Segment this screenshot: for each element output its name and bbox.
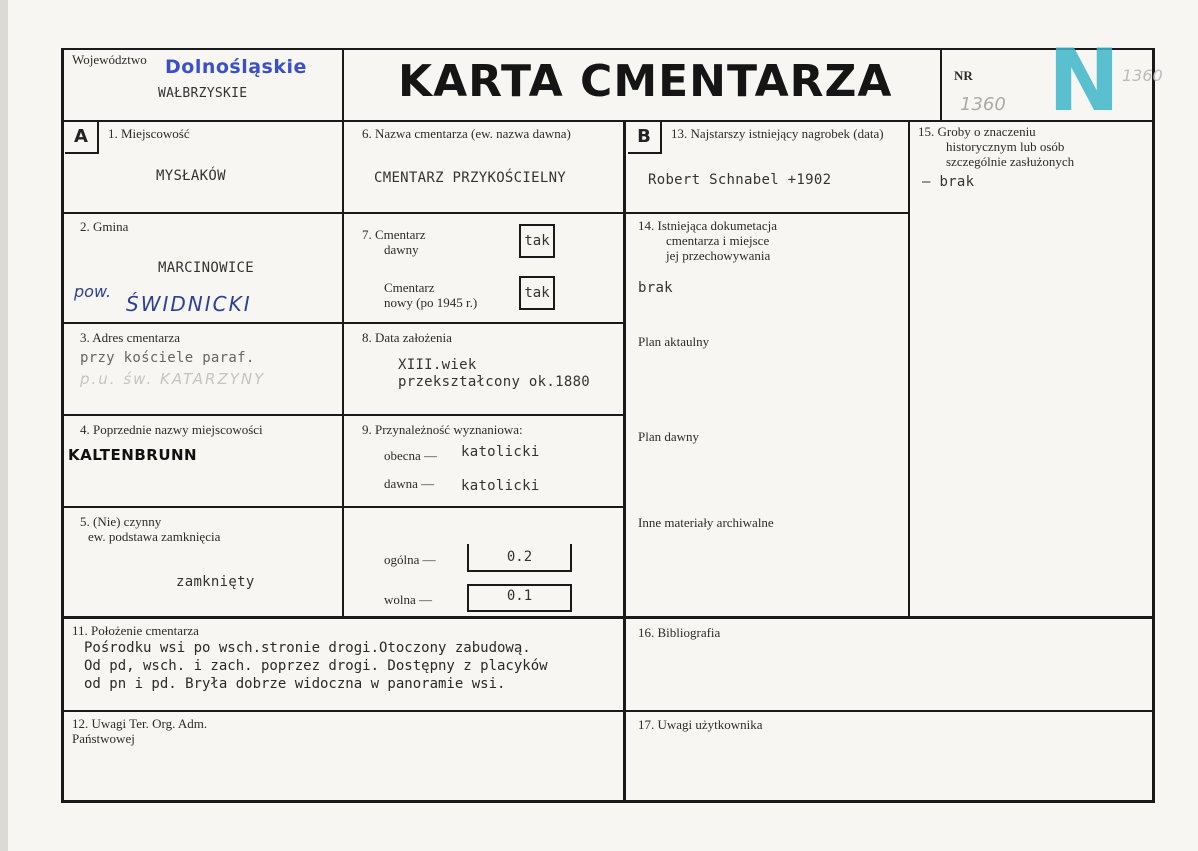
- f2-label: 2. Gmina: [80, 219, 129, 234]
- f10-wolna-value: 0.1: [506, 588, 533, 604]
- header-sep-1: [342, 48, 344, 122]
- f9-label: 9. Przynależność wyznaniowa:: [362, 422, 523, 437]
- f14-value: brak: [638, 280, 673, 296]
- f13-label-text: 13. Najstarszy istniejący nagrobek (data): [671, 126, 884, 141]
- f14-label-2: cmentarza i miejsce: [666, 233, 770, 248]
- col-sep-c: [908, 120, 910, 617]
- inne-materialy-label: Inne materiały archiwalne: [638, 515, 774, 530]
- section-a-box: A: [65, 122, 99, 154]
- f15-label-3: szczególnie zasłużonych: [946, 154, 1075, 169]
- f6-label-text: 6. Nazwa cmentarza (ew. nazwa dawna): [362, 126, 571, 141]
- f5-label-2: ew. podstawa zamknięcia: [88, 529, 221, 544]
- f16-label: 16. Bibliografia: [638, 625, 721, 640]
- f9-dawna-label: dawna —: [384, 476, 435, 491]
- row-sep-3: [61, 414, 625, 416]
- f2-hand-value: ŚWIDNICKI: [126, 292, 252, 316]
- f10-ogolna-label: ogólna —: [384, 552, 436, 567]
- f5-label-1: 5. (Nie) czynny: [80, 514, 162, 529]
- f5-value: zamknięty: [176, 574, 255, 590]
- f12-label-2: Państwowej: [72, 731, 135, 746]
- nr-corner: 1360: [1122, 66, 1163, 85]
- f8-label: 8. Data założenia: [362, 330, 452, 345]
- f3-value: przy kościele paraf.: [80, 350, 255, 366]
- nr-label: NR: [954, 68, 973, 83]
- f10-ogolna-box: [467, 544, 572, 572]
- f10-ogolna-value: 0.2: [506, 549, 533, 565]
- f11-line-3: od pn i pd. Bryła dobrze widoczna w panoramie wsi.: [84, 676, 506, 692]
- f2-value: MARCINOWICE: [158, 260, 255, 276]
- f13-value: Robert Schnabel +1902: [648, 172, 832, 188]
- f8-value-1: XIII.wiek: [398, 357, 477, 373]
- f15-value: – brak: [922, 174, 975, 190]
- f4-label: 4. Poprzednie nazwy miejscowości: [80, 422, 263, 437]
- f9-obecna-label: obecna —: [384, 448, 438, 463]
- f3-label: 3. Adres cmentarza: [80, 330, 180, 345]
- f7-value-a-box: [519, 224, 555, 258]
- f7-value-b-box: [519, 276, 555, 310]
- col-sep-b: [623, 120, 626, 803]
- row-sep-2: [61, 322, 625, 324]
- row-sep-1: [61, 212, 625, 214]
- f15-label-1: 15. Groby o znaczeniu: [918, 124, 1036, 139]
- f11-label: 11. Położenie cmentarza: [72, 623, 199, 638]
- frame-right: [1152, 48, 1155, 803]
- f14-label-1: 14. Istniejąca dokumetacja: [638, 218, 777, 233]
- f7-label-b1: Cmentarz: [384, 280, 435, 295]
- f6-value: CMENTARZ PRZYKOŚCIELNY: [374, 170, 567, 186]
- row-sep-4: [61, 506, 625, 508]
- f9-dawna-value: katolicki: [461, 478, 540, 494]
- f6-label: [362, 126, 612, 141]
- frame-left: [61, 48, 64, 803]
- wojewodztwo-typed: WAŁBRZYSKIE: [158, 86, 248, 101]
- f4-hand: KALTENBRUNN: [68, 446, 198, 464]
- f12-label-1: 12. Uwagi Ter. Org. Adm.: [72, 716, 208, 731]
- nr-mark: N: [1048, 31, 1120, 131]
- section-b-box: B: [628, 122, 662, 154]
- f17-label: 17. Uwagi użytkownika: [638, 717, 763, 732]
- f1-value: MYSŁAKÓW: [156, 168, 226, 184]
- page-title: KARTA CMENTARZA: [398, 56, 893, 107]
- f11-line-1: Pośrodku wsi po wsch.stronie drogi.Otoczony zabudową.: [84, 640, 531, 656]
- f13-label: [671, 126, 903, 141]
- f7-label-a1: 7. Cmentarz: [362, 227, 426, 242]
- f10-wolna-label: wolna —: [384, 592, 433, 607]
- frame-top: [61, 48, 1155, 50]
- nr-handwritten: 1360: [960, 94, 1006, 115]
- row-sep-5: [61, 616, 1155, 619]
- frame-bottom: [61, 800, 1155, 803]
- f15-label-2: historycznym lub osób: [946, 139, 1065, 154]
- f8-value-2: przekształcony ok.1880: [398, 374, 591, 390]
- plan-dawny-label: Plan dawny: [638, 429, 700, 444]
- wojewodztwo-label: Województwo: [72, 52, 147, 67]
- b-row-sep: [623, 212, 910, 214]
- f7-label-b2: nowy (po 1945 r.): [384, 295, 478, 310]
- f2-hand-prefix: pow.: [74, 282, 112, 301]
- header-sep-2: [940, 48, 942, 122]
- f14-label-3: jej przechowywania: [666, 248, 771, 263]
- header-divider: [61, 120, 1155, 122]
- wojewodztwo-stamp: Dolnośląskie: [165, 56, 307, 78]
- f3-hand: p.u. św. KATARZYNY: [80, 370, 266, 388]
- col-sep-a: [342, 120, 344, 617]
- f9-obecna-value: katolicki: [461, 444, 540, 460]
- f1-label: 1. Miejscowość: [108, 126, 190, 141]
- f7-value-a: tak: [524, 233, 550, 249]
- f7-value-b: tak: [524, 285, 550, 301]
- f7-label-a2: dawny: [384, 242, 419, 257]
- f11-line-2: Od pd, wsch. i zach. poprzez drogi. Dostępny z placyków: [84, 658, 548, 674]
- row-sep-6: [61, 710, 1155, 712]
- plan-aktualny-label: Plan aktaulny: [638, 334, 710, 349]
- f10-wolna-box: [467, 584, 572, 612]
